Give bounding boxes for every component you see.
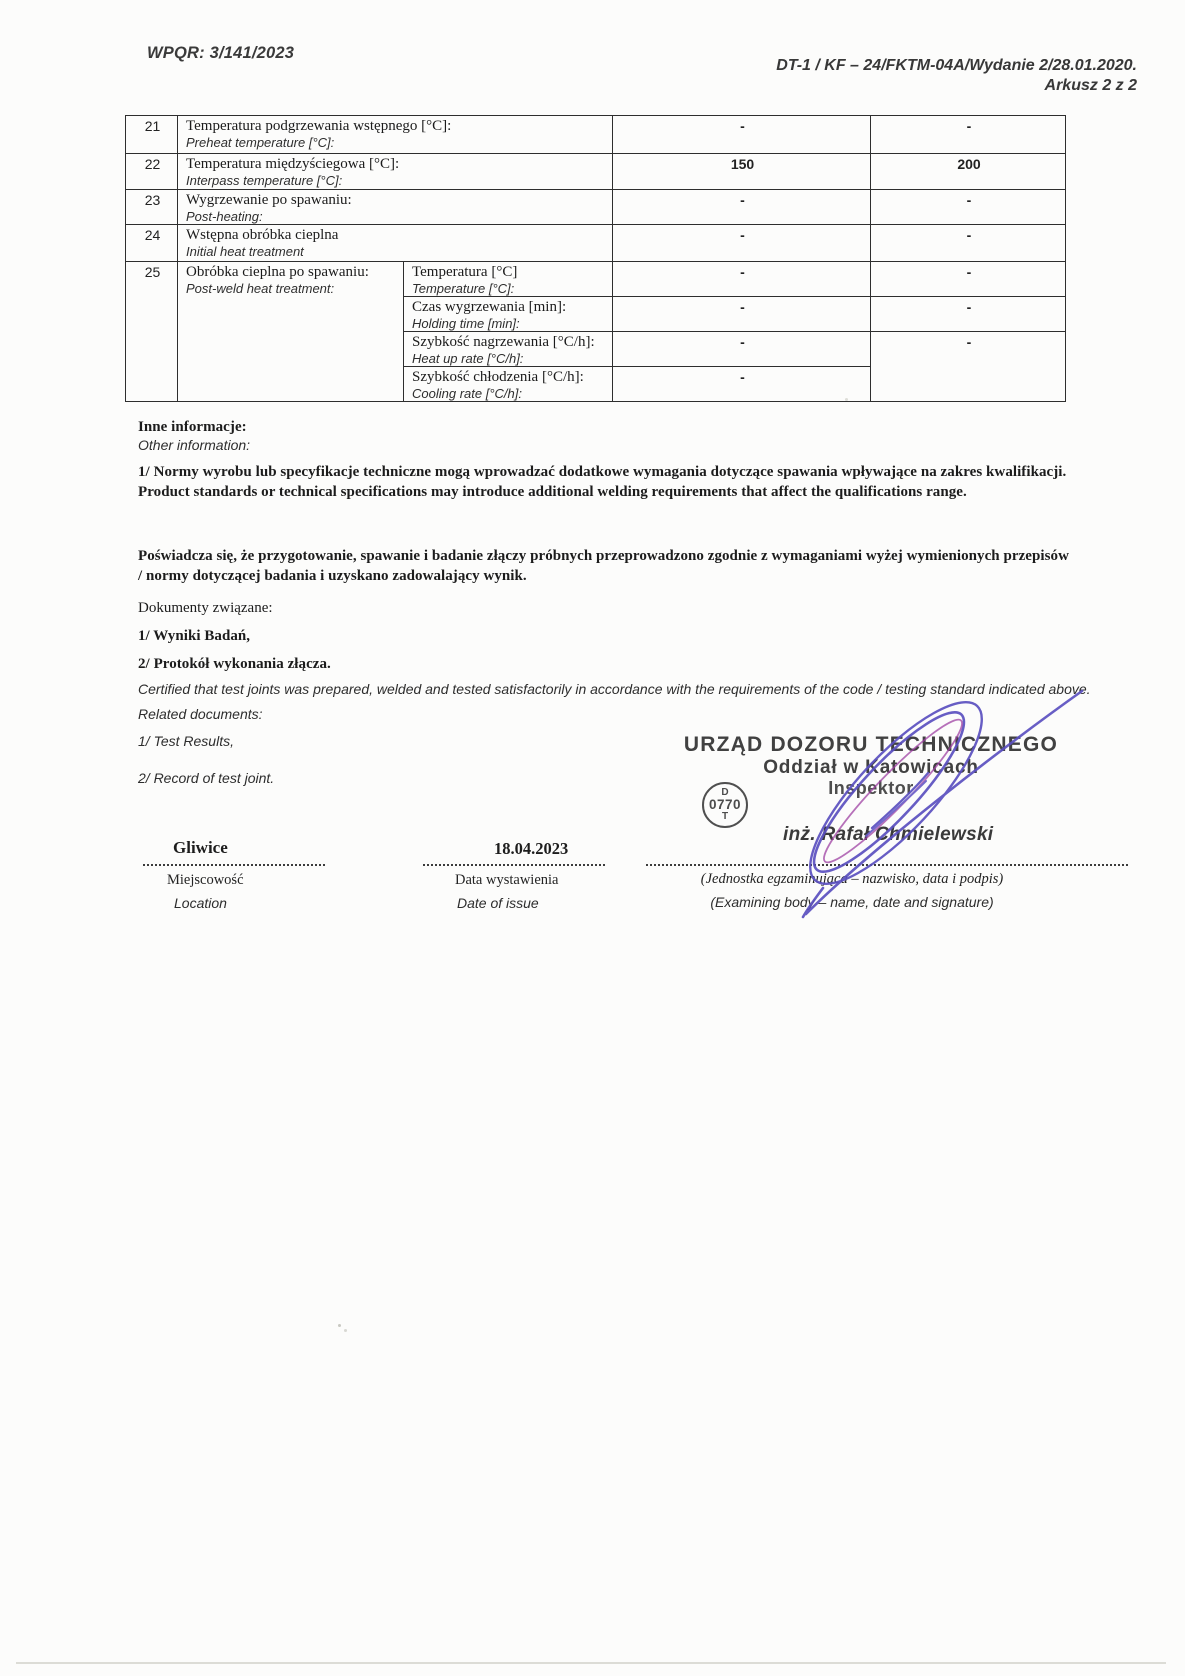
row-value-2: - (871, 190, 1066, 225)
row-number: 25 (126, 262, 178, 402)
row-value-2: - (871, 225, 1066, 262)
parameters-table (125, 115, 1066, 402)
scan-edge-line (16, 1662, 1166, 1664)
row-number: 24 (126, 225, 178, 262)
row-value-1: - (613, 225, 871, 262)
sheet-number: Arkusz 2 z 2 (1044, 77, 1137, 94)
examiner-label-en: (Examining body – name, date and signature) (710, 894, 994, 910)
note1-en: Product standards or technical specifications may introduce additional welding requirements that affect the qualifications range. (138, 484, 967, 500)
scan-speck (338, 1324, 341, 1327)
row-description: Temperatura podgrzewania wstępnego [°C]: Preheat temperature [°C]: (178, 116, 613, 154)
sub-row-label: Czas wygrzewania [min]: Holding time [min]: (404, 297, 613, 332)
signer-name: inż. Rafał Chmielewski (783, 824, 994, 845)
row-number: 23 (126, 190, 178, 225)
sub-row-label: Szybkość chłodzenia [°C/h]: Cooling rate [°C/h]: (404, 367, 613, 402)
stamp-org-name: URZĄD DOZORU TECHNICZNEGO (683, 733, 1059, 756)
table-row-24 (126, 225, 1066, 262)
location-dotted-line (143, 864, 325, 866)
date-label-pl: Data wystawienia (455, 872, 559, 888)
row-value-1: - (613, 116, 871, 154)
row-value-1: - (613, 367, 871, 402)
examiner-label-pl: (Jednostka egzaminująca – nazwisko, data i podpis) (700, 871, 1004, 887)
row-value-2: - (871, 116, 1066, 154)
inspector-badge-stamp-icon: D 0770 T (702, 782, 748, 828)
stamp-role: Inspektor (828, 778, 914, 798)
row-description: Obróbka cieplna po spawaniu: Post-weld heat treatment: (178, 262, 404, 402)
sub-row-label: Szybkość nagrzewania [°C/h]: Heat up rate [°C/h]: (404, 332, 613, 367)
wpqr-number: WPQR: 3/141/2023 (147, 44, 295, 62)
row-value-1: - (613, 332, 871, 367)
table-row-23 (126, 190, 1066, 225)
date-value: 18.04.2023 (494, 839, 569, 858)
location-label-en: Location (174, 895, 227, 911)
doc1-pl: 1/ Wyniki Badań, (138, 628, 251, 644)
table-row-22 (126, 154, 1066, 190)
stamp-branch: Oddział w Katowicach (763, 757, 979, 778)
scan-speck (344, 1329, 347, 1332)
date-label-en: Date of issue (457, 895, 539, 911)
row-value-2: 200 (871, 154, 1066, 190)
statement-pl-line2: / normy dotyczącej badania i uzyskano zadowalający wynik. (138, 568, 527, 584)
other-info-title-en: Other information: (138, 437, 251, 453)
row-number: 21 (126, 116, 178, 154)
form-reference-block (600, 56, 1137, 96)
table-row-25 (126, 262, 1066, 297)
form-reference: DT-1 / KF – 24/FKTM-04A/Wydanie 2/28.01.2020. (776, 57, 1137, 74)
date-dotted-line (423, 864, 605, 866)
row-value-1: 150 (613, 154, 871, 190)
scan-speck (845, 398, 848, 401)
row-value-2-merged: - (871, 332, 1066, 402)
statement-en: Certified that test joints was prepared, welded and tested satisfactorily in accordance with the requirements of the code / testing standard indicated above. (138, 681, 1091, 697)
table-row-21 (126, 116, 1066, 154)
sub-row-label: Temperatura [°C] Temperature [°C]: (404, 262, 613, 297)
statement-pl-line1: Poświadcza się, że przygotowanie, spawanie i badanie złączy próbnych przeprowadzono zgodnie z wymaganiami wyżej wymienionych przepisów (138, 548, 1069, 564)
parameters-table-wrap (125, 115, 1066, 402)
examiner-dotted-line (646, 864, 1128, 866)
doc2-en: 2/ Record of test joint. (138, 770, 275, 786)
related-docs-pl: Dokumenty związane: (138, 600, 273, 616)
row-value-1: - (613, 262, 871, 297)
row-number: 22 (126, 154, 178, 190)
related-docs-en: Related documents: (138, 706, 263, 722)
doc1-en: 1/ Test Results, (138, 733, 234, 749)
note1-pl: 1/ Normy wyrobu lub specyfikacje techniczne mogą wprowadzać dodatkowe wymagania dotyczące spawania wpływające na zakres kwalifikacji. (138, 464, 1067, 480)
row-description: Wygrzewanie po spawaniu: Post-heating: (178, 190, 613, 225)
location-label-pl: Miejscowość (167, 872, 244, 888)
row-description: Wstępna obróbka cieplna Initial heat treatment (178, 225, 613, 262)
row-value-2: - (871, 297, 1066, 332)
doc2-pl: 2/ Protokół wykonania złącza. (138, 656, 331, 672)
row-value-1: - (613, 297, 871, 332)
row-value-1: - (613, 190, 871, 225)
row-description: Temperatura międzyściegowa [°C]: Interpass temperature [°C]: (178, 154, 613, 190)
other-info-title-pl: Inne informacje: (138, 419, 247, 435)
row-value-2: - (871, 262, 1066, 297)
location-value: Gliwice (173, 838, 228, 857)
